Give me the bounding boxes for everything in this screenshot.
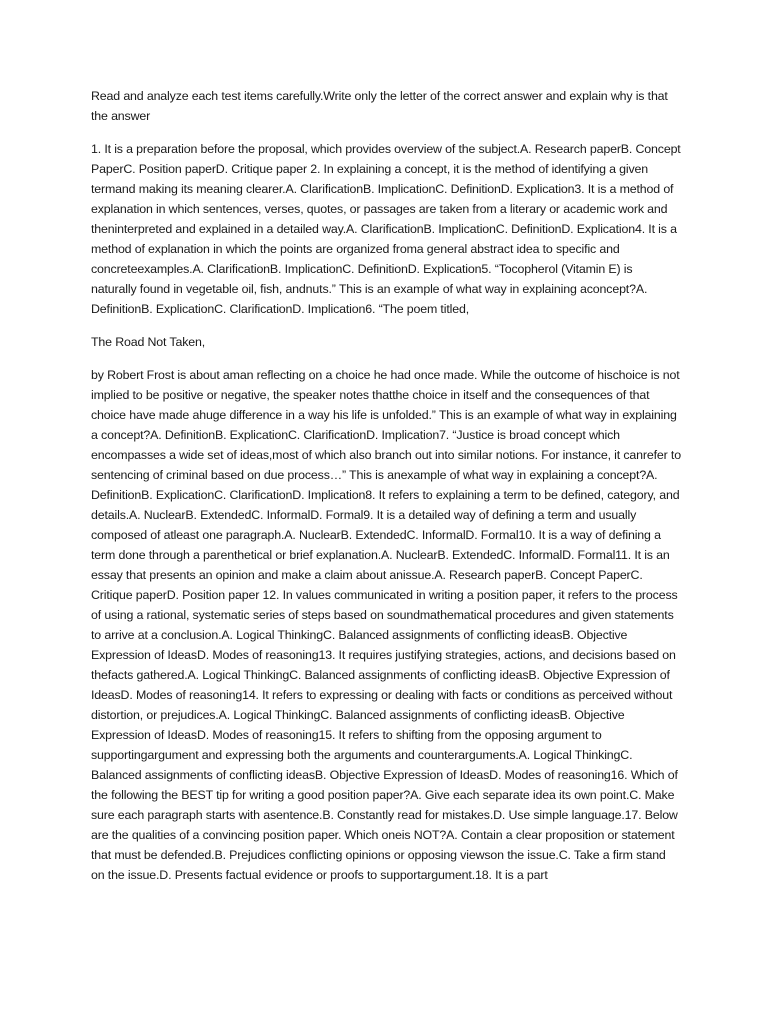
instructions-paragraph: Read and analyze each test items carefully.Write only the letter of the correct answer and explain why is that the answer [91,89,668,123]
questions-paragraph-2: by Robert Frost is about aman reflecting on a choice he had once made. While the outcome of hischoice is not implied to be positive or negative, the speaker notes thatthe choice in itself and the consequences of that choice have made ahuge difference in a way his life is unfolded.” This is an example of what way in explaining a concept?A. DefinitionB. ExplicationC. ClarificationD. Implication7. “Justice is broad concept which encompasses a wide set of ideas,most of which also branch out into similar notions. For instance, it canrefer to sentencing of criminal based on due process…” This is anexample of what way in explaining a concept?A. DefinitionB. ExplicationC. ClarificationD. Implication8. It refers to explaining a term to be defined, category, and details.A. NuclearB. ExtendedC. InformalD. Formal9. It is a detailed way of defining a term and usually composed of atleast one paragraph.A. NuclearB. ExtendedC. InformalD. Formal10. It is a way of defining a term done through a parenthetical or brief explanation.A. NuclearB. ExtendedC. InformalD. Formal11. It is an essay that presents an opinion and make a claim about anissue.A. Research paperB. Concept PaperC. Critique paperD. Position paper 12. In values communicated in writing a position paper, it refers to the process of using a rational, systematic series of steps based on soundmathematical procedures and given statements to arrive at a conclusion.A. Logical ThinkingC. Balanced assignments of conflicting ideasB. Objective Expression of IdeasD. Modes of reasoning13. It requires justifying strategies, actions, and decisions based on thefacts gathered.A. Logical ThinkingC. Balanced assignments of conflicting ideasB. Objective Expression of IdeasD. Modes of reasoning14. It refers to expressing or dealing with facts or conditions as perceived without distortion, or prejudices.A. Logical ThinkingC. Balanced assignments of conflicting ideasB. Objective Expression of IdeasD. Modes of reasoning15. It refers to shifting from the opposing argument to supportingargument and expressing both the arguments and counterarguments.A. Logical ThinkingC. Balanced assignments of conflicting ideasB. Objective Expression of IdeasD. Modes of reasoning16. Which of the following the BEST tip for writing a good position paper?A. Give each separate idea its own point.C. Make sure each paragraph starts with asentence.B. Constantly read for mistakes.D. Use simple language.17. Below are the qualities of a convincing position paper. Which oneis NOT?A. Contain a clear proposition or statement that must be defended.B. Prejudices conflicting opinions or opposing viewson the issue.C. Take a firm stand on the issue.D. Presents factual evidence or proofs to supportargument.18. It is a part [91,368,681,882]
poem-title-line: The Road Not Taken, [91,335,206,349]
questions-paragraph-1: 1. It is a preparation before the proposal, which provides overview of the subject.A. Research paperB. Concept PaperC. Position paperD. Critique paper 2. In explaining a concept, it is the method of identifying a given termand making its meaning clearer.A. ClarificationB. ImplicationC. DefinitionD. Explication3. It is a method of explanation in which sentences, verses, quotes, or passages are taken from a literary or academic work and theninterpreted and explained in a detailed way.A. ClarificationB. ImplicationC. DefinitionD. Explication4. It is a method of explanation in which the points are organized froma general abstract idea to specific and concreteexamples.A. ClarificationB. ImplicationC. DefinitionD. Explication5. “Tocopherol (Vitamin E) is naturally found in vegetable oil, fish, andnuts.” This is an example of what way in explaining aconcept?A. DefinitionB. ExplicationC. ClarificationD. Implication6. “The poem titled, [91,142,681,316]
document-page [91,86,681,885]
